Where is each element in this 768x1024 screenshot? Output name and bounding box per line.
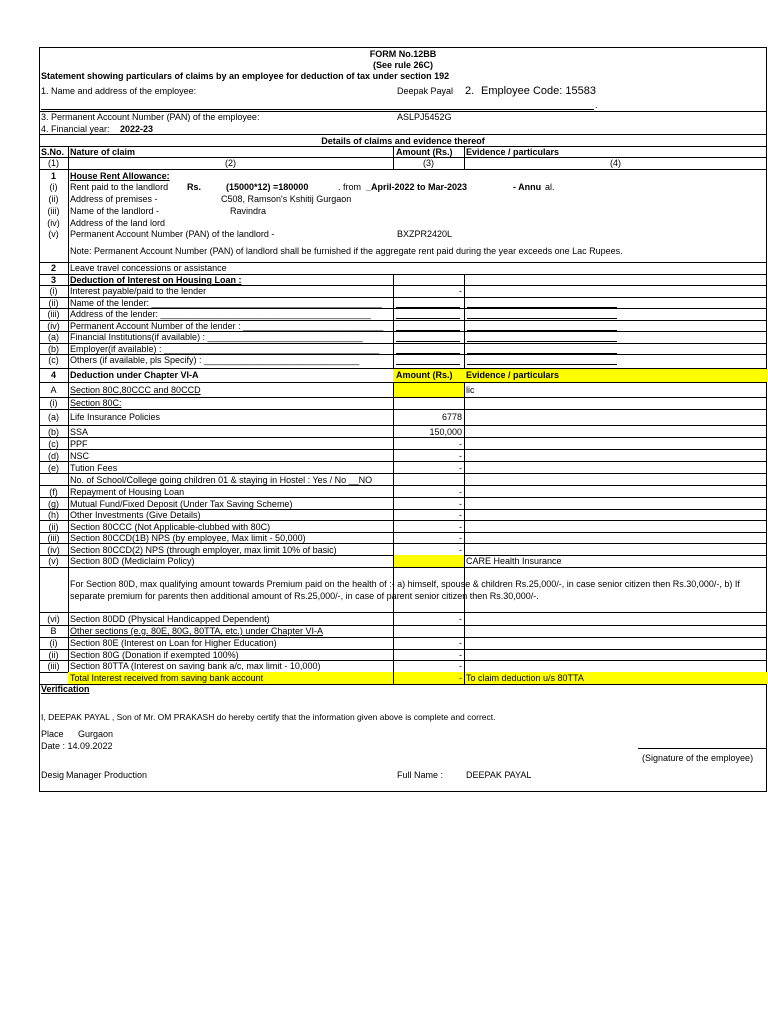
col-num-3: (3) [423, 158, 434, 168]
employee-code: Employee Code: 15583 [481, 85, 596, 97]
col-num-2: (2) [225, 158, 236, 168]
hra-iv-sn: (iv) [47, 218, 60, 228]
col-evidence: Evidence / particulars [466, 147, 560, 157]
housing-row-2-text: Address of the lender: __________________________________________ [70, 309, 371, 319]
vi-a-amount-head: Amount (Rs.) [396, 370, 453, 380]
hra-landlord-pan: BXZPR2420L [397, 229, 453, 239]
vi-item-4-text: Tution Fees [70, 463, 118, 473]
full-name-value: DEEPAK PAYAL [466, 770, 532, 780]
date-value: Date : 14.09.2022 [41, 741, 113, 751]
vi-item-0-text: Life Insurance Policies [70, 412, 161, 422]
housing-row-6-sn: (c) [48, 355, 59, 365]
hra-v-sn: (v) [48, 229, 59, 239]
vi-item3-2-amount: - [459, 661, 462, 671]
place-value: Gurgaon [78, 729, 114, 739]
housing-row-0-sn: (i) [49, 286, 58, 296]
hra-rs: Rs. [187, 182, 202, 192]
housing-row-5-text: Employer(if available) : ___________________________________________ [70, 343, 380, 354]
vi-a-a-evidence: lic [466, 385, 475, 395]
vi-item2-5-sn: (iv) [47, 544, 60, 555]
section-80d-note: For Section 80D, max qualifying amount towards Premium paid on the health of :- a) himself, spouse & children Rs.25,000/-, in case senior citizen then Rs.30,000/-, b) If separate premium for parents then additional amount of Rs.25,000/-, in case of parent senior citizen then Rs.30,000/-. [70, 579, 740, 601]
vi-80dd-text: Section 80DD (Physical Handicapped Dependent) [70, 614, 270, 624]
vi-item2-5-text: Section 80CCD(2) NPS (through employer, max limit 10% of basic) [70, 544, 337, 555]
lta-label: Leave travel concessions or assistance [70, 263, 227, 273]
vi-item3-2-text: Section 80TTA (Interest on saving bank a/c, max limit - 10,000) [70, 661, 321, 671]
housing-row-2-sn: (iii) [47, 309, 60, 319]
vi-item2-4-sn: (iii) [47, 533, 60, 543]
vi-item-1-sn: (b) [48, 427, 59, 437]
vi-item2-2-text: Other Investments (Give Details) [70, 510, 201, 520]
hra-period: _April-2022 to Mar-2023 [366, 182, 468, 192]
vi-item2-0-sn: (f) [49, 487, 58, 497]
vi-item2-5-amount: - [459, 544, 462, 555]
housing-row-0-text: Interest payable/paid to the lender [70, 286, 207, 296]
hra-landlord-address-label: Address of the land lord [70, 218, 166, 228]
signature-label: (Signature of the employee) [642, 753, 754, 763]
form-rule: (See rule 26C) [372, 60, 434, 70]
total-interest-text: Total Interest received from saving bank account [70, 673, 264, 683]
housing-row-6-text: Others (if available, pls Specify) : _______________________________ [70, 355, 360, 365]
housing-row-4-sn: (a) [48, 332, 59, 342]
school-children-text: No. of School/College going children 01 & staying in Hostel : Yes / No __NO [70, 475, 373, 485]
vi-item-3-sn: (d) [48, 451, 59, 461]
vi-item-2-text: PPF [70, 439, 88, 449]
verification-title: Verification [41, 684, 90, 694]
vi-item2-2-sn: (h) [48, 510, 59, 520]
employee-name: Deepak Payal [397, 86, 454, 96]
financial-year: 2022-23 [120, 124, 154, 134]
lta-no: 2 [50, 263, 56, 273]
financial-year-label: 4. Financial year: [41, 124, 110, 134]
hra-title: House Rent Allowance: [70, 171, 170, 181]
hra-iii-sn: (iii) [47, 206, 60, 216]
vi-item3-0-text: Section 80E (Interest on Loan for Higher Education) [70, 638, 277, 648]
hra-note: Note: Permanent Account Number (PAN) of landlord shall be furnished if the aggregate rent paid during the year exceeds one Lac Rupees. [70, 246, 623, 256]
total-interest-amount: - [459, 673, 462, 683]
vi-a-a-text: Section 80C,80CCC and 80CCD [70, 385, 201, 395]
vi-80dd-sn: (vi) [47, 614, 60, 624]
hra-from: . from [338, 182, 362, 192]
hra-landlord-label: Name of the landlord - [70, 206, 160, 216]
housing-row-5-sn: (b) [48, 343, 59, 354]
vi-a-i-sn: (i) [49, 398, 58, 408]
place-label: Place [41, 729, 64, 739]
hra-landlord-pan-label: Permanent Account Number (PAN) of the landlord - [70, 229, 275, 239]
vi-item2-1-sn: (g) [48, 498, 59, 509]
employee-name-label: 1. Name and address of the employee: [41, 86, 197, 96]
name-underline [41, 109, 594, 110]
vi-80dd-amount: - [459, 614, 462, 624]
hra-address: C508, Ramson's Kshitij Gurgaon [221, 194, 352, 204]
housing-row-1-text: Name of the lender: ______________________________________________ [70, 297, 382, 308]
vi-item2-3-text: Section 80CCC (Not Applicable-clubbed with 80C) [70, 521, 271, 532]
col-num-4: (4) [610, 158, 621, 168]
vi-item3-2-sn: (iii) [47, 661, 60, 671]
hra-i-sn: (i) [49, 182, 58, 192]
col-sno: S.No. [41, 147, 65, 157]
hra-annual-pre: - Annu [513, 182, 542, 192]
col-num-1: (1) [48, 158, 59, 168]
hra-no: 1 [50, 171, 56, 181]
vi-a-no: 4 [50, 370, 56, 380]
designation-label: Desig [41, 770, 65, 780]
employee-code-label: 2. [465, 85, 475, 97]
vi-item-2-sn: (c) [48, 439, 59, 449]
hra-rent-amount: (15000*12) =180000 [226, 182, 309, 192]
vi-80d-text: Section 80D (Mediclaim Policy) [70, 556, 195, 566]
vi-a-title: Deduction under Chapter VI-A [70, 370, 199, 380]
vi-item-1-amount: 150,000 [429, 427, 462, 437]
vi-80d-sn: (v) [48, 556, 59, 566]
vi-item3-0-amount: - [459, 638, 462, 648]
vi-item-4-sn: (e) [48, 463, 59, 473]
vi-item3-0-sn: (i) [49, 638, 58, 648]
designation-value: Manager Production [66, 770, 148, 780]
vi-item-4-amount: - [459, 463, 462, 473]
housing-row-1-sn: (ii) [48, 297, 59, 308]
vi-item2-3-amount: - [459, 521, 462, 532]
vi-item2-2-amount: - [459, 510, 462, 520]
vi-item-1-text: SSA [70, 427, 89, 437]
col-amount: Amount (Rs.) [396, 147, 453, 157]
housing-row-4-text: Financial Institutions(if available) : _______________________________ [70, 332, 363, 342]
hra-rent-label: Rent paid to the landlord [70, 182, 169, 192]
housing-row-3-text: Permanent Account Number of the lender : ____________________________ [70, 320, 384, 331]
col-nature: Nature of claim [70, 147, 136, 157]
vi-item-0-sn: (a) [48, 412, 59, 422]
housing-row-0-amount: - [459, 286, 462, 296]
vi-80d-evidence: CARE Health Insurance [466, 556, 562, 566]
vi-item-3-text: NSC [70, 451, 90, 461]
housing-row-3-sn: (iv) [47, 320, 60, 331]
vi-a-a-sn: A [50, 385, 57, 395]
full-name-label: Full Name : [397, 770, 444, 780]
signature-line [638, 748, 766, 749]
vi-item2-4-text: Section 80CCD(1B) NPS (by employee, Max limit - 50,000) [70, 533, 306, 543]
vi-item2-4-amount: - [459, 533, 462, 543]
employee-pan-label: 3. Permanent Account Number (PAN) of the employee: [41, 112, 260, 122]
vi-item2-0-text: Repayment of Housing Loan [70, 487, 185, 497]
vi-item2-0-amount: - [459, 487, 462, 497]
vi-a-evidence-head: Evidence / particulars [466, 370, 560, 380]
total-interest-evidence: To claim deduction u/s 80TTA [466, 673, 584, 683]
verification-text: I, DEEPAK PAYAL , Son of Mr. OM PRAKASH do hereby certify that the information given above is complete and correct. [41, 712, 496, 722]
hra-annual-post: al. [545, 182, 555, 192]
vi-item-3-amount: - [459, 451, 462, 461]
vi-b-sn: B [50, 626, 57, 636]
housing-no: 3 [50, 275, 56, 285]
vi-item-2-amount: - [459, 439, 462, 449]
form-number: FORM No.12BB [369, 49, 437, 59]
housing-title: Deduction of Interest on Housing Loan : [70, 275, 242, 285]
section-title: Details of claims and evidence thereof [321, 136, 485, 146]
employee-pan: ASLPJ5452G [397, 112, 452, 122]
hra-address-label: Address of premises - [70, 194, 158, 204]
vi-item2-1-amount: - [459, 498, 462, 509]
hra-ii-sn: (ii) [48, 194, 59, 204]
vi-item3-1-sn: (ii) [48, 649, 59, 660]
vi-item3-1-text: Section 80G (Donation if exempted 100%) [70, 649, 239, 660]
vi-a-i-text: Section 80C: [70, 398, 122, 408]
vi-b-text: Other sections (e.g. 80E, 80G, 80TTA, etc.) under Chapter VI-A [70, 626, 323, 636]
vi-item3-1-amount: - [459, 649, 462, 660]
hra-landlord: Ravindra [230, 206, 267, 216]
vi-item2-1-text: Mutual Fund/Fixed Deposit (Under Tax Saving Scheme) [70, 498, 293, 509]
form-statement: Statement showing particulars of claims by an employee for deduction of tax under section 192 [41, 71, 450, 81]
vi-item2-3-sn: (ii) [48, 521, 59, 532]
vi-item-0-amount: 6778 [441, 412, 462, 422]
